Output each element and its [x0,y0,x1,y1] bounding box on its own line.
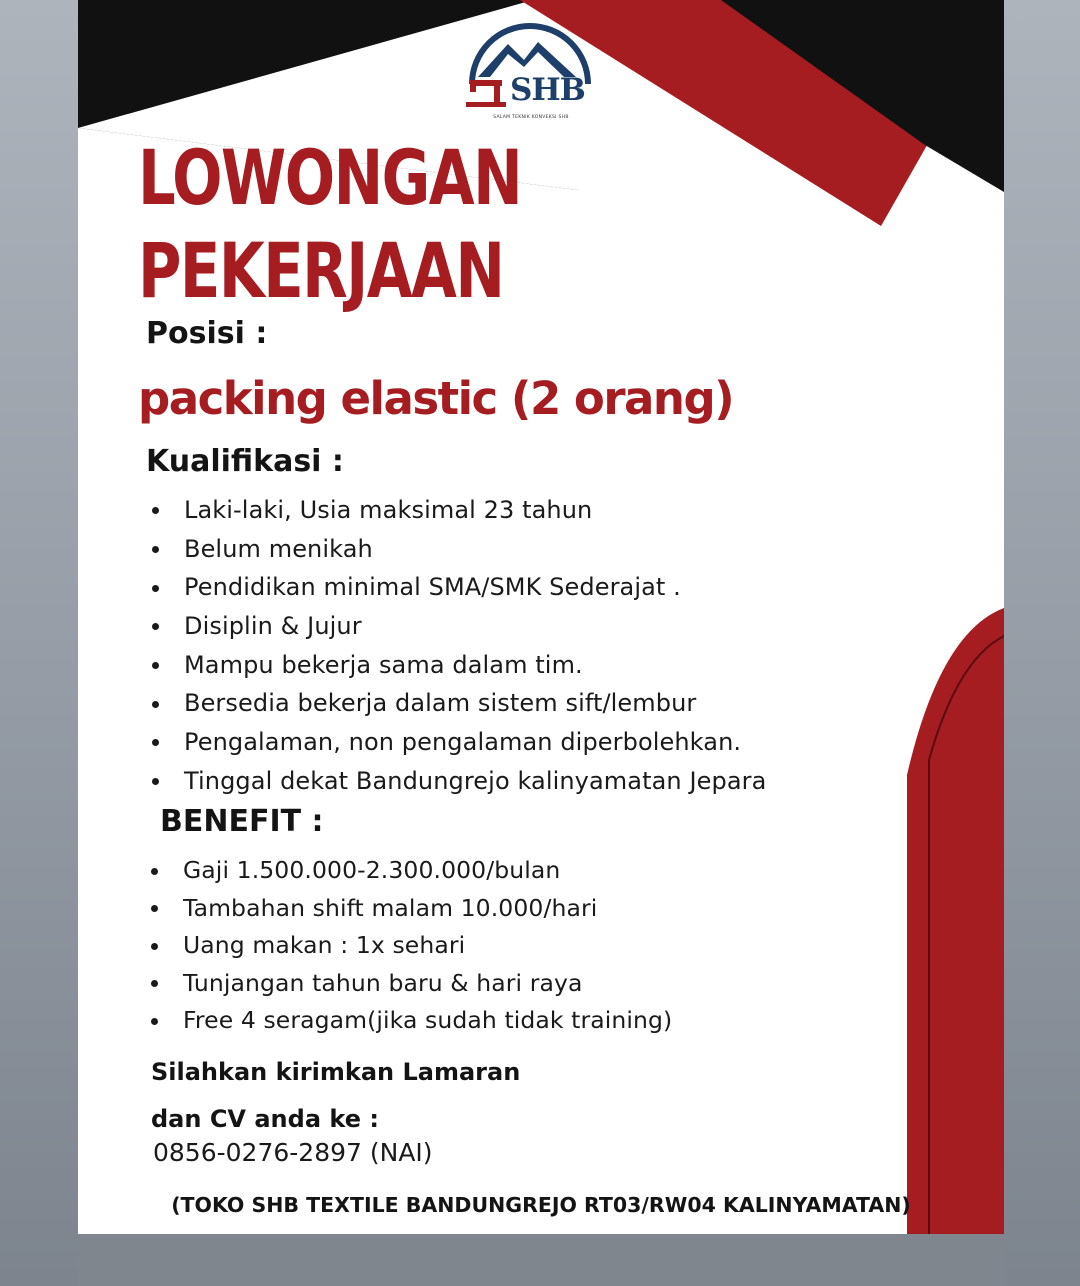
list-item: Tinggal dekat Bandungrejo kalinyamatan Jepara [141,762,766,801]
position-title: packing elastic (2 orang) [138,372,734,425]
footer-bar [78,1234,1004,1286]
list-item: Laki-laki, Usia maksimal 23 tahun [141,491,766,530]
list-item: Bersedia bekerja dalam sistem sift/lembur [141,684,766,723]
red-arch-panel [907,608,1004,1286]
list-item: Disiplin & Jujur [141,607,766,646]
list-item: Tambahan shift malam 10.000/hari [140,890,672,928]
sewing-machine-icon [466,80,506,107]
list-item: Free 4 seragam(jika sudah tidak training) [140,1002,672,1040]
contact-phone: 0856-0276-2897 (NAI) [153,1138,433,1167]
list-item: Uang makan : 1x sehari [140,927,672,965]
apply-instruction-line-2: dan CV anda ke : [151,1105,379,1133]
logo-tagline: SALAM TEKNIK KONVEKSI SHB [493,115,569,120]
list-item: Pendidikan minimal SMA/SMK Sederajat . [141,568,766,607]
apply-instruction-line-1: Silahkan kirimkan Lamaran [151,1058,521,1086]
list-item: Belum menikah [141,530,766,569]
benefit-list [140,852,672,1040]
store-address: (TOKO SHB TEXTILE BANDUNGREJO RT03/RW04 KALINYAMATAN) [171,1193,911,1217]
list-item: Mampu bekerja sama dalam tim. [141,646,766,685]
job-poster [78,0,1004,1286]
position-label: Posisi : [146,316,268,351]
list-item: Tunjangan tahun baru & hari raya [140,965,672,1003]
list-item: Gaji 1.500.000-2.300.000/bulan [140,852,672,890]
logo-wordmark: SHB [510,72,585,108]
benefit-label: BENEFIT : [160,804,324,839]
qualifications-list [141,491,766,801]
headline-line-1: LOWONGAN [138,133,522,222]
qualifications-label: Kualifikasi : [146,444,344,479]
headline-line-2: PEKERJAAN [138,226,504,315]
list-item: Pengalaman, non pengalaman diperbolehkan. [141,723,766,762]
